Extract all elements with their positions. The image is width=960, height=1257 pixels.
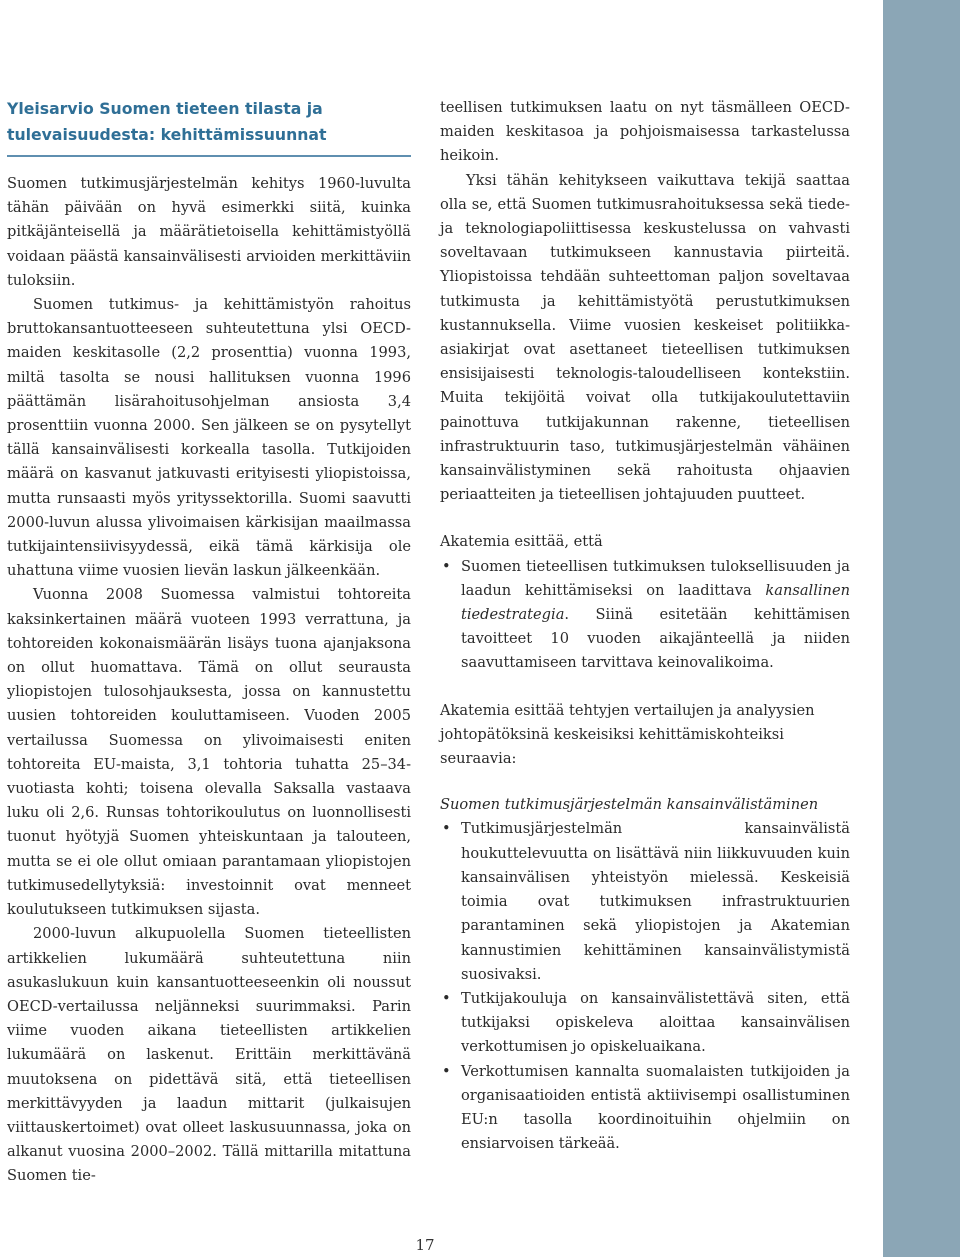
list-item-text: Suomen tieteellisen tutkimuksen tuloksellisuuden ja laadun kehittämiseksi on laadittava [461, 557, 850, 599]
bullet-icon: • [442, 820, 451, 838]
list-item-text: . Siinä esitetään kehittämisen tavoitteet 10 vuoden aikajänteellä ja niiden saavuttamiseen tarvittava keinovalikoima. [461, 606, 850, 672]
list-item-text: Tutkimusjärjestelmän kansainvälistä houkuttelevuutta on lisättävä niin liikkuvuuden kuin kansainvälisen yhteistyön mielessä. Keskeisiä toimia ovat tutkimuksen infrastruktuurien parantaminen sekä yliopistojen ja Akatemian kannustimien kehittäminen kansainvälistymistä suosivaksi. [461, 820, 850, 983]
proposals-intro: Akatemia esittää tehtyjen vertailujen ja analyysien johtopätöksinä keskeisiksi kehittämiskohteiksi seuraavia: [440, 701, 815, 768]
paragraph: Suomen tutkimus- ja kehittämistyön rahoitus bruttokansantuotteeseen suhteutettuna ylsi OECD-maiden keskitasolle (2,2 prosenttia) vuonna 1993, miltä tasolta se nousi hallituksen vuonna 1996 päättämän lisärahoitusohjelman ansiosta 3,4 prosenttiin vuonna 2000. Sen jälkeen se on pysytellyt tällä kansainvälisesti korkealla tasolla. Tutkijoiden määrä on kasvanut jatkuvasti erityisesti yliopistoissa, mutta runsaasti myös yrityssektorilla. Suomi saavutti 2000-luvun alussa ylivoimaisen kärkisijan maailmassa tutkijaintensiivisyydessä, eikä tämä kärkisija ole uhattuna viime vuosien lievän laskun jälkeenkään. [7, 296, 411, 580]
paragraph: Vuonna 2008 Suomessa valmistui tohtoreita kaksinkertainen määrä vuoteen 1993 verrattuna, ja tohtoreiden kokonaismäärän lisäys tuona ajanjaksona on ollut huomattava. Tämä on ollut seurausta yliopistojen tulosohjauksesta, jossa on kannustettu uusien tohtoreiden kouluttamiseen. Vuoden 2005 vertailussa Suomessa on ylivoimaisesti eniten tohtoreita EU-maista, 3,1 tohtoria tuhatta 25–34-vuotiasta kohti; toisena olevalla Saksalla vastaava luku oli 2,6. Runsas tohtorikoulutus on luonnollisesti tuonut hyötyjä Suomen yhteiskuntaan ja talouteen, mutta se ei ole ollut omiaan parantamaan yliopistojen tutkimusedellytyksiä: investoinnit ovat menneet koulutukseen tutkimuksen sijasta. [7, 586, 411, 919]
list-item [440, 987, 850, 1060]
list-item [440, 817, 850, 986]
decorative-side-bar [883, 0, 960, 1257]
recommendation-list [440, 555, 850, 676]
right-column [440, 96, 850, 1156]
paragraph: Yksi tähän kehitykseen vaikuttava tekijä saattaa olla se, että Suomen tutkimusrahoituksessa sekä tiede- ja teknologiapoliittisessa keskustelussa on vahvasti soveltavaan tutkimukseen kannustavia piirteitä. Yliopistoissa tehdään suhteettoman paljon soveltavaa tutkimusta ja kehittämistyötä perustutkimuksen kustannuksella. Viime vuosien keskeiset politiikka-asiakirjat ovat asettaneet tieteellisen tutkimuksen ensisijaisesti teknologis-taloudelliseen kontekstiin. Muita tekijöitä voivat olla tutkijakoulutettaviin painottuva tutkijakunnan rakenne, tieteellisen infrastruktuurin taso, tutkimusjärjestelmän vähäinen kansainvälistyminen sekä rahoitusta ohjaavien periaatteiten ja tieteellisen johtajuuden puutteet. [440, 171, 850, 504]
bullet-icon: • [442, 1062, 451, 1080]
subheading: Suomen tutkimusjärjestelmän kansainvälistäminen [440, 796, 819, 814]
left-column [7, 96, 411, 1189]
list-item-text: Tutkijakouluja on kansainvälistettävä siten, että tutkijaksi opiskeleva aloittaa kansainvälisen verkottumisen jo opiskeluaikana. [461, 989, 850, 1056]
bullet-icon: • [442, 557, 451, 575]
proposal-list [440, 817, 850, 1156]
emphasis-text: kansallinen tiedestrategia [461, 581, 850, 624]
paragraph: Suomen tutkimusjärjestelmän kehitys 1960-luvulta tähän päivään on hyvä esimerkki siitä, kuinka pitkäjänteisellä ja määrätietoisella kehittämistyöllä voidaan päästä kansainvälisesti arvioiden merkittäviin tuloksiin. [7, 175, 411, 289]
recommendation-intro: Akatemia esittää, että [440, 533, 603, 551]
paragraph: teellisen tutkimuksen laatu on nyt täsmälleen OECD-maiden keskitasoa ja pohjoismaisessa tarkastelussa heikoin. [440, 99, 850, 165]
list-item [440, 555, 850, 676]
heading-rule [7, 155, 411, 157]
section-heading: Yleisarvio Suomen tieteen tilasta ja tulevaisuudesta: kehittämissuunnat [7, 99, 327, 144]
page-number: 17 [415, 1236, 435, 1254]
list-item-text: Verkottumisen kannalta suomalaisten tutkijoiden ja organisaatioiden entistä aktiivisempi osallistuminen EU:n tasolla koordinoituihin ohjelmiin on ensiarvoisen tärkeää. [461, 1062, 850, 1153]
list-item [440, 1060, 850, 1157]
paragraph: 2000-luvun alkupuolella Suomen tieteellisten artikkelien lukumäärä suhteutettuna niin asukaslukuun kuin kansantuotteeseenkin oli noussut OECD-vertailussa neljänneksi suurimmaksi. Parin viime vuoden aikana tieteellisten artikkelien lukumäärä on laskenut. Erittäin merkittävänä muutoksena on pidettävä sitä, että tieteellisen merkittävyyden ja laadun mittarit (julkaisujen viittauskertoimet) ovat olleet laskusuunnassa, joka on alkanut vuosina 2000–2002. Tällä mittarilla mitattuna Suomen tie- [7, 925, 411, 1185]
bullet-icon: • [442, 989, 451, 1007]
